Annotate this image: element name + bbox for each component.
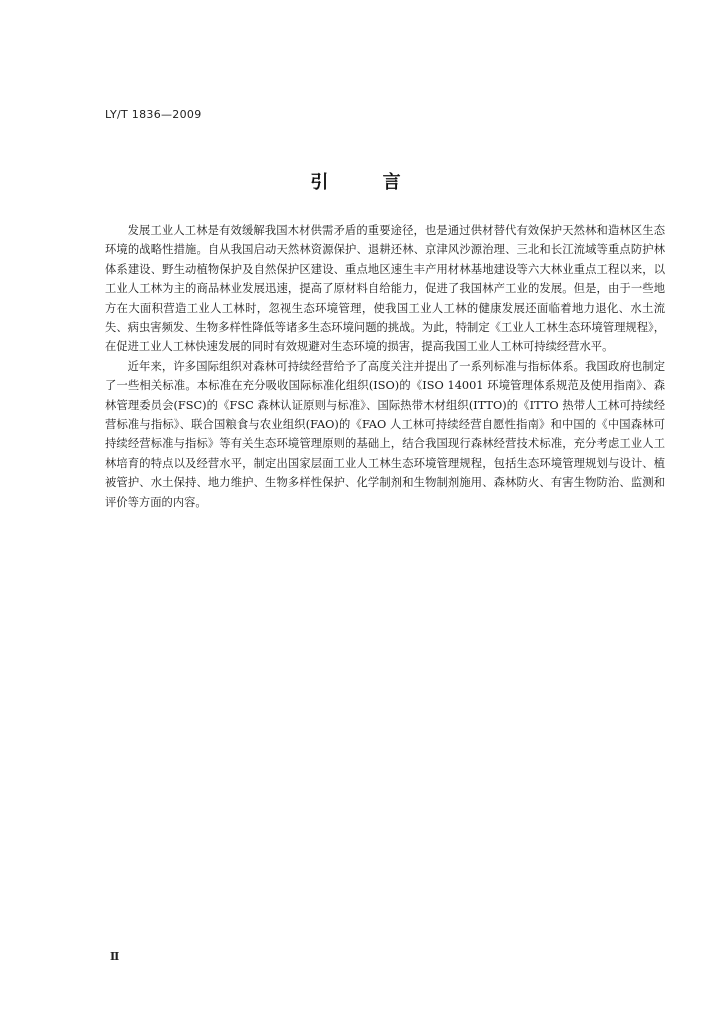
page-number: Ⅱ [110, 950, 120, 963]
section-title: 引 言 [310, 172, 425, 193]
paragraph-2: 近年来，许多国际组织对森林可持续经营给予了高度关注并提出了一系列标准与指标体系。我国政府也制定了一些相关标准。本标准在充分吸收国际标准化组织(ISO)的《ISO 14001 环境管理体系规范及使用指南》、森林管理委员会(FSC)的《FSC 森林认证原则与标准》、国际热带木材组织(ITTO)的《ITTO 热带人工林可持续经营标准与指标》、联合国粮食与农业组织(FAO)的《FAO 人工林可持续经营自愿性指南》和中国的《中国森林可持续经营标准与指标》等有关生态环境管理原则的基础上，结合我国现行森林经营技术标准，充分考虑工业人工林培育的特点以及经营水平，制定出国家层面工业人工林生态环境管理规程，包括生态环境管理规划与设计、植被管护、水土保持、地力维护、生物多样性保护、化学制剂和生物制剂施用、森林防火、有害生物防治、监测和评价等方面的内容。 [105, 359, 665, 509]
introduction-body [105, 221, 665, 512]
paragraph-1: 发展工业人工林是有效缓解我国木材供需矛盾的重要途径，也是通过供材替代有效保护天然林和造林区生态环境的战略性措施。自从我国启动天然林资源保护、退耕还林、京津风沙源治理、三北和长江流域等重点防护林体系建设、野生动植物保护及自然保护区建设、重点地区速生丰产用材林基地建设等六大林业重点工程以来，以工业人工林为主的商品林业发展迅速，提高了原材料自给能力，促进了我国林产工业的发展。但是，由于一些地方在大面积营造工业人工林时，忽视生态环境管理，使我国工业人工林的健康发展还面临着地力退化、水土流失、病虫害频发、生物多样性降低等诸多生态环境问题的挑战。为此，特制定《工业人工林生态环境管理规程》，在促进工业人工林快速发展的同时有效规避对生态环境的损害，提高我国工业人工林可持续经营水平。 [105, 224, 665, 354]
standard-code: LY/T 1836—2009 [105, 108, 202, 121]
